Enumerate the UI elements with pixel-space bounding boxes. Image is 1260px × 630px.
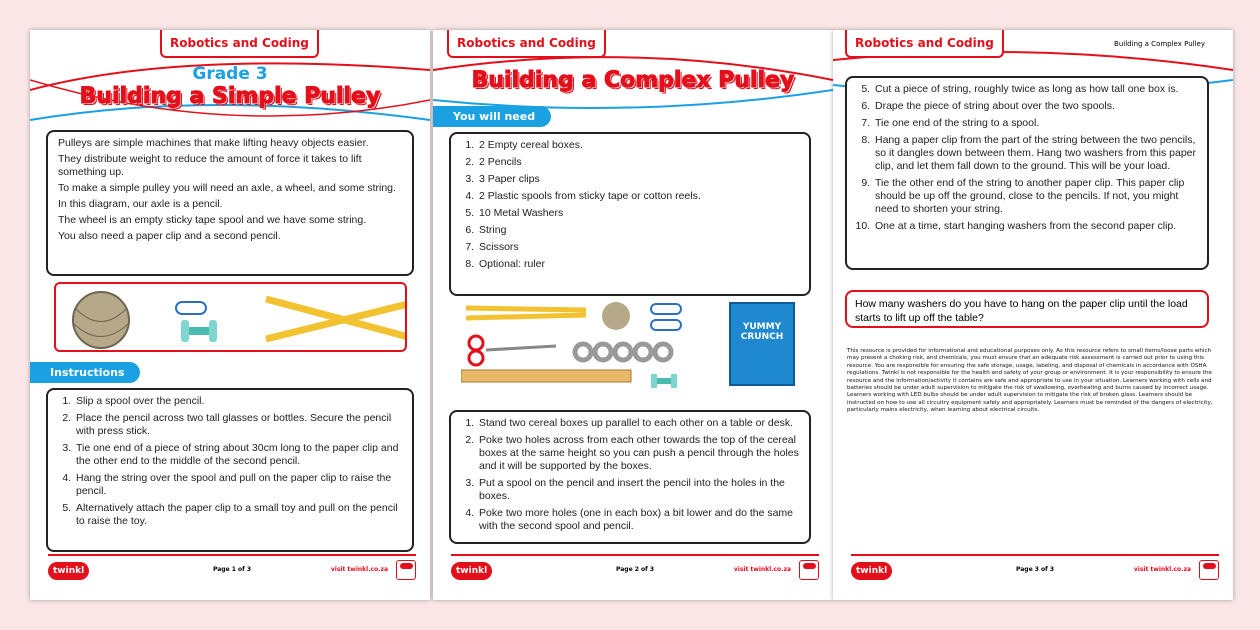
page-number: Page 2 of 3 [616, 566, 654, 573]
page-number: Page 3 of 3 [1016, 566, 1054, 573]
pulley-materials-icon [56, 284, 406, 352]
instructions-box [449, 410, 811, 544]
step-item: 5. Cut a piece of string, roughly twice as long as how tall one box is. [873, 83, 1197, 96]
step-item: 9. Tie the other end of the string to another paper clip. This paper clip should be up off the ground, close to the pencils. If not, you might need to shorten your string. [873, 177, 1197, 216]
material-item: 2. 2 Pencils [477, 156, 799, 169]
step-item: 6. Drape the piece of string about over the two spools. [873, 100, 1197, 113]
section-heading: You will need [433, 106, 551, 127]
step-item: 4. Poke two more holes (one in each box) a bit lower and do the same with the second spool and pencil. [477, 507, 799, 533]
quality-badge-icon [1199, 560, 1219, 580]
step-item: 4. Hang the string over the spool and pull on the paper clip to raise the pencil. [74, 472, 402, 498]
instructions-box [46, 388, 414, 552]
quality-badge-icon [396, 560, 416, 580]
subject-tag: Robotics and Coding [447, 30, 606, 58]
step-item: 2. Poke two holes across from each other towards the top of the cereal boxes at the same height so you can push a pencil through the holes and it will be supported by the boxes. [477, 434, 799, 473]
instructions-box [845, 76, 1209, 270]
section-heading: Instructions [30, 362, 140, 383]
step-item: 2. Place the pencil across two tall glasses or bottles. Secure the pencil with press stick. [74, 412, 402, 438]
intro-text: Pulleys are simple machines that make lifting heavy objects easier. [58, 137, 369, 149]
intro-text: In this diagram, our axle is a pencil. [58, 198, 223, 210]
intro-text: The wheel is an empty sticky tape spool and we have some string. [58, 214, 367, 226]
intro-text: To make a simple pulley you will need an axle, a wheel, and some string. [58, 182, 396, 194]
material-item: 8. Optional: ruler [477, 258, 799, 271]
step-item: 3. Tie one end of a piece of string about 30cm long to the paper clip and the other end to the middle of the second pencil. [74, 442, 402, 468]
intro-text: You also need a paper clip and a second pencil. [58, 230, 281, 242]
cereal-box: YUMMY CRUNCH [729, 302, 795, 386]
visit-link[interactable]: visit twinkl.co.za [330, 566, 388, 573]
page-footer [48, 554, 416, 586]
page-footer [851, 554, 1219, 586]
page-number: Page 1 of 3 [213, 566, 251, 573]
page-footer [451, 554, 819, 586]
page-1 [30, 30, 430, 600]
step-item: 1. Stand two cereal boxes up parallel to each other on a table or desk. [477, 417, 799, 430]
page-2 [433, 30, 833, 600]
intro-text: They distribute weight to reduce the amount of force it takes to lift something up. [58, 153, 362, 178]
step-item: 7. Tie one end of the string to a spool. [873, 117, 1197, 130]
subject-tag: Robotics and Coding [845, 30, 1004, 58]
material-item: 4. 2 Plastic spools from sticky tape or cotton reels. [477, 190, 799, 203]
material-item: 6. String [477, 224, 799, 237]
subject-tag: Robotics and Coding [160, 30, 319, 58]
materials-icon [461, 298, 721, 394]
material-item: 1. 2 Empty cereal boxes. [477, 139, 799, 152]
material-item: 7. Scissors [477, 241, 799, 254]
twinkl-logo: twinkl [48, 562, 89, 580]
twinkl-logo: twinkl [851, 562, 892, 580]
materials-illustration [461, 298, 806, 394]
twinkl-logo: twinkl [451, 562, 492, 580]
quality-badge-icon [799, 560, 819, 580]
step-item: 5. Alternatively attach the paper clip to a small toy and pull on the pencil to raise the toy. [74, 502, 402, 528]
safety-disclaimer: This resource is provided for informational and educational purposes only. As this resource refers to small items/loose parts which may present a choking risk, and chemicals, you must ensure that an adequate risk assessment is carried out prior to using this resource. You are responsible for ensuring the safe storage, usage, labeling, and disposal of chemicals in accordance with OSHA regulations. Twinkl is not responsible for the health and safety of your group or environment. It is your responsibility to ensure the resource and the information/activity it contains are safe and appropriate to use in your situation. Learners working with cells and batteries should be under adult supervision to mitigate the risk of swallowing, overheating and burns caused by incorrect usage. Learners working with LED bulbs should be under adult supervision to mitigate the risk of broken glass. Learners should be instructed on how to use all circuitry equipment safely and appropriately. Learners must be reminded of the dangers of electricity, particularly mains electricity, when learning about electrical circuits. [847, 348, 1213, 414]
materials-illustration [54, 282, 407, 352]
running-header: Building a Complex Pulley [1114, 40, 1205, 48]
page-3 [833, 30, 1233, 600]
step-item: 1. Slip a spool over the pencil. [74, 395, 402, 408]
grade-label: Grade 3 [192, 64, 268, 84]
material-item: 3. 3 Paper clips [477, 173, 799, 186]
visit-link[interactable]: visit twinkl.co.za [733, 566, 791, 573]
materials-box [449, 132, 811, 296]
intro-box [46, 130, 414, 276]
question-box: How many washers do you have to hang on the paper clip until the load starts to lift up off the table? [845, 290, 1209, 328]
step-item: 8. Hang a paper clip from the part of the string between the two pencils, so it dangles down between them. Hang two washers from this paper clip, and let them fall down to the ground. This will be your load. [873, 134, 1197, 173]
material-item: 5. 10 Metal Washers [477, 207, 799, 220]
step-item: 3. Put a spool on the pencil and insert the pencil into the holes in the boxes. [477, 477, 799, 503]
page-title: Building a Complex Pulley [471, 68, 795, 93]
page-title: Building a Simple Pulley [79, 84, 381, 109]
step-item: 10. One at a time, start hanging washers from the second paper clip. [873, 220, 1197, 233]
visit-link[interactable]: visit twinkl.co.za [1133, 566, 1191, 573]
